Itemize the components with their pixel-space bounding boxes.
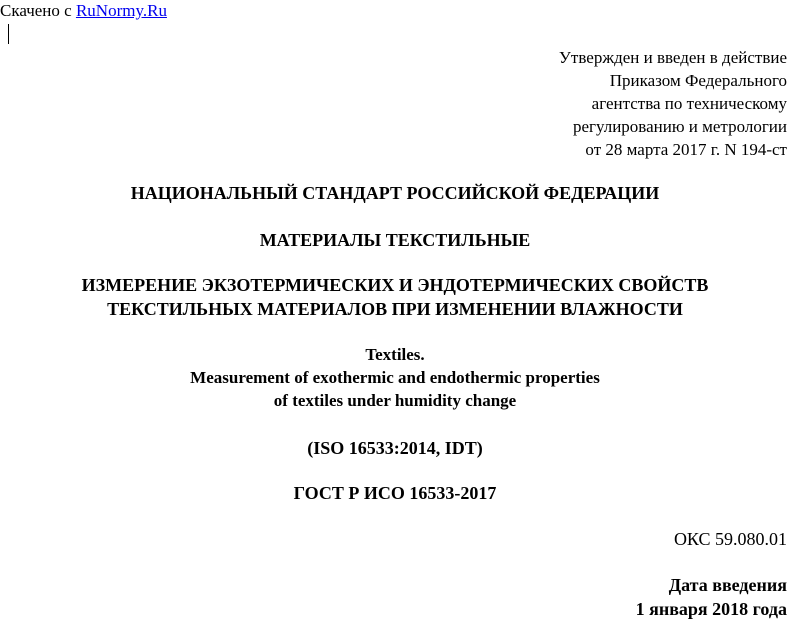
runormy-link[interactable]: RuNormy.Ru: [75, 1, 167, 20]
effective-date-block: [636, 573, 787, 621]
gost-number-text: ГОСТ Р ИСО 16533-2017: [293, 483, 497, 503]
approval-line: регулированию и метрологии: [572, 117, 787, 136]
english-title: [0, 343, 790, 412]
russian-title: [0, 273, 790, 321]
russian-title-line: ТЕКСТИЛЬНЫХ МАТЕРИАЛОВ ПРИ ИЗМЕНЕНИИ ВЛАЖНОСТИ: [107, 299, 683, 319]
effective-date-label: Дата введения: [668, 575, 787, 595]
approval-line: от 28 марта 2017 г. N 194-ст: [585, 140, 787, 159]
iso-reference-text: (ISO 16533:2014, IDT): [307, 438, 483, 458]
english-title-line: Textiles.: [365, 345, 425, 364]
standard-type-heading: [0, 181, 790, 205]
source-line: [0, 1, 167, 21]
approval-block: [559, 46, 787, 161]
group-title: МАТЕРИАЛЫ ТЕКСТИЛЬНЫЕ: [259, 230, 531, 250]
oks-code: ОКС 59.080.01: [673, 529, 787, 549]
approval-line: Приказом Федерального: [609, 71, 787, 90]
source-prefix: Скачено с: [0, 1, 72, 20]
group-title-heading: [0, 228, 790, 252]
gost-number: [0, 481, 790, 505]
approval-line: агентства по техническому: [591, 94, 787, 113]
approval-line: Утвержден и введен в действие: [558, 48, 787, 67]
english-title-line: of textiles under humidity change: [273, 391, 517, 410]
russian-title-line: ИЗМЕРЕНИЕ ЭКЗОТЕРМИЧЕСКИХ И ЭНДОТЕРМИЧЕСКИХ СВОЙСТВ: [81, 275, 709, 295]
iso-reference: [0, 436, 790, 460]
text-cursor: [8, 24, 9, 44]
english-title-line: Measurement of exothermic and endothermic properties: [190, 368, 600, 387]
effective-date-value: 1 января 2018 года: [635, 599, 787, 619]
standard-type: НАЦИОНАЛЬНЫЙ СТАНДАРТ РОССИЙСКОЙ ФЕДЕРАЦИИ: [130, 183, 660, 203]
